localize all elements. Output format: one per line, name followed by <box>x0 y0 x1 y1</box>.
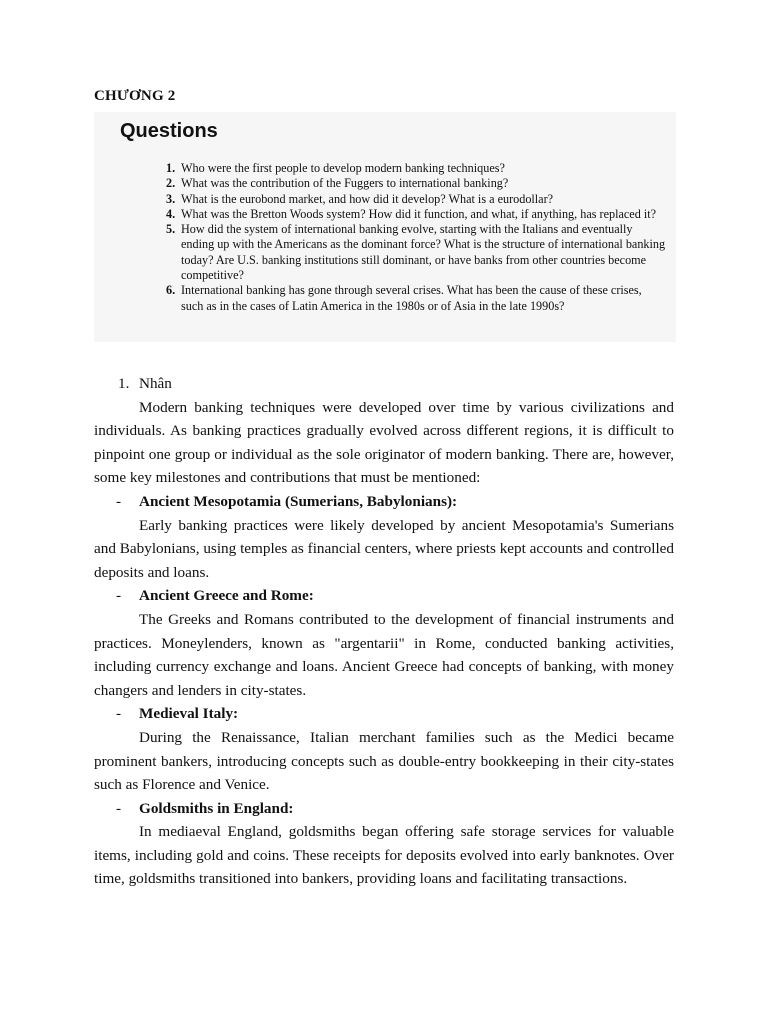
section-heading <box>94 702 674 726</box>
intro-paragraph: Modern banking techniques were developed over time by various civilizations and individuals. As banking practices gradually evolved across different regions, it is difficult to pinpoint one group or individual as the sole originator of modern banking. There are, however, some key milestones and contributions that must be mentioned: <box>94 398 674 487</box>
section-heading <box>94 584 674 608</box>
question-number: 1. <box>166 161 176 175</box>
question-text: What is the eurobond market, and how did it develop? What is a eurodollar? <box>181 191 554 206</box>
answer-heading <box>94 372 674 396</box>
question-item <box>166 176 666 191</box>
question-item <box>166 192 666 207</box>
section-paragraph: In mediaeval England, goldsmiths began offering safe storage services for valuable items, including gold and coins. These receipts for deposits evolved into early banknotes. Over time, goldsmiths transitioned into bankers, providing loans and facilitating transactions. <box>94 823 674 888</box>
question-number: 3. <box>166 191 176 206</box>
section-title: Goldsmiths in England: <box>139 799 294 817</box>
question-number: 4. <box>166 206 176 221</box>
chapter-heading: CHƯƠNG 2 <box>94 88 176 104</box>
question-item <box>166 283 666 314</box>
dash-bullet: - <box>116 705 122 723</box>
question-text: What was the Bretton Woods system? How did it function, and what, if anything, has replaced it? <box>181 206 657 221</box>
question-item <box>166 207 666 222</box>
section-title: Ancient Mesopotamia (Sumerians, Babylonians): <box>139 492 458 510</box>
section-paragraph: During the Renaissance, Italian merchant families such as the Medici became prominent bankers, introducing concepts such as double-entry bookkeeping in their city-states such as Florence and Venice. <box>94 728 674 794</box>
question-number: 5. <box>166 222 176 237</box>
questions-title: Questions <box>120 120 218 142</box>
dash-bullet: - <box>116 492 122 510</box>
answer-number: 1. <box>118 375 130 392</box>
dash-bullet: - <box>116 799 122 817</box>
question-number: 6. <box>166 283 176 298</box>
section-heading <box>94 797 674 821</box>
questions-list <box>166 161 666 314</box>
section-title: Ancient Greece and Rome: <box>139 587 314 605</box>
questions-image <box>94 112 676 342</box>
section-paragraph: The Greeks and Romans contributed to the development of financial instruments and practices. Moneylenders, known as "argentarii" in Rome, conducted banking activities, including currency exchange and loans. Ancient Greece had concepts of banking, with money changers and lenders in city-states. <box>94 610 674 699</box>
section-title: Medieval Italy: <box>139 705 239 723</box>
answer-body <box>94 372 674 891</box>
question-item <box>166 161 666 176</box>
dash-bullet: - <box>116 587 122 605</box>
section-paragraph: Early banking practices were likely developed by ancient Mesopotamia's Sumerians and Babylonians, using temples as financial centers, where priests kept accounts and controlled deposits and loans. <box>94 516 674 581</box>
question-text: International banking has gone through several crises. What has been the cause of these crises, such as in the cases of Latin America in the 1980s or of Asia in the late 1990s? <box>181 283 642 313</box>
question-item <box>166 222 666 283</box>
question-text: What was the contribution of the Fuggers to international banking? <box>181 176 509 191</box>
question-text: How did the system of international banking evolve, starting with the Italians and eventually ending up with the Americans as the dominant force? What is the structure of international banking today? Are U.S. banking institutions still dominant, or have banks from other countries become competitive? <box>181 222 666 283</box>
answer-label: Nhân <box>139 375 172 392</box>
question-text: Who were the first people to develop modern banking techniques? <box>181 161 505 175</box>
question-number: 2. <box>166 176 176 191</box>
section-heading <box>94 490 674 514</box>
